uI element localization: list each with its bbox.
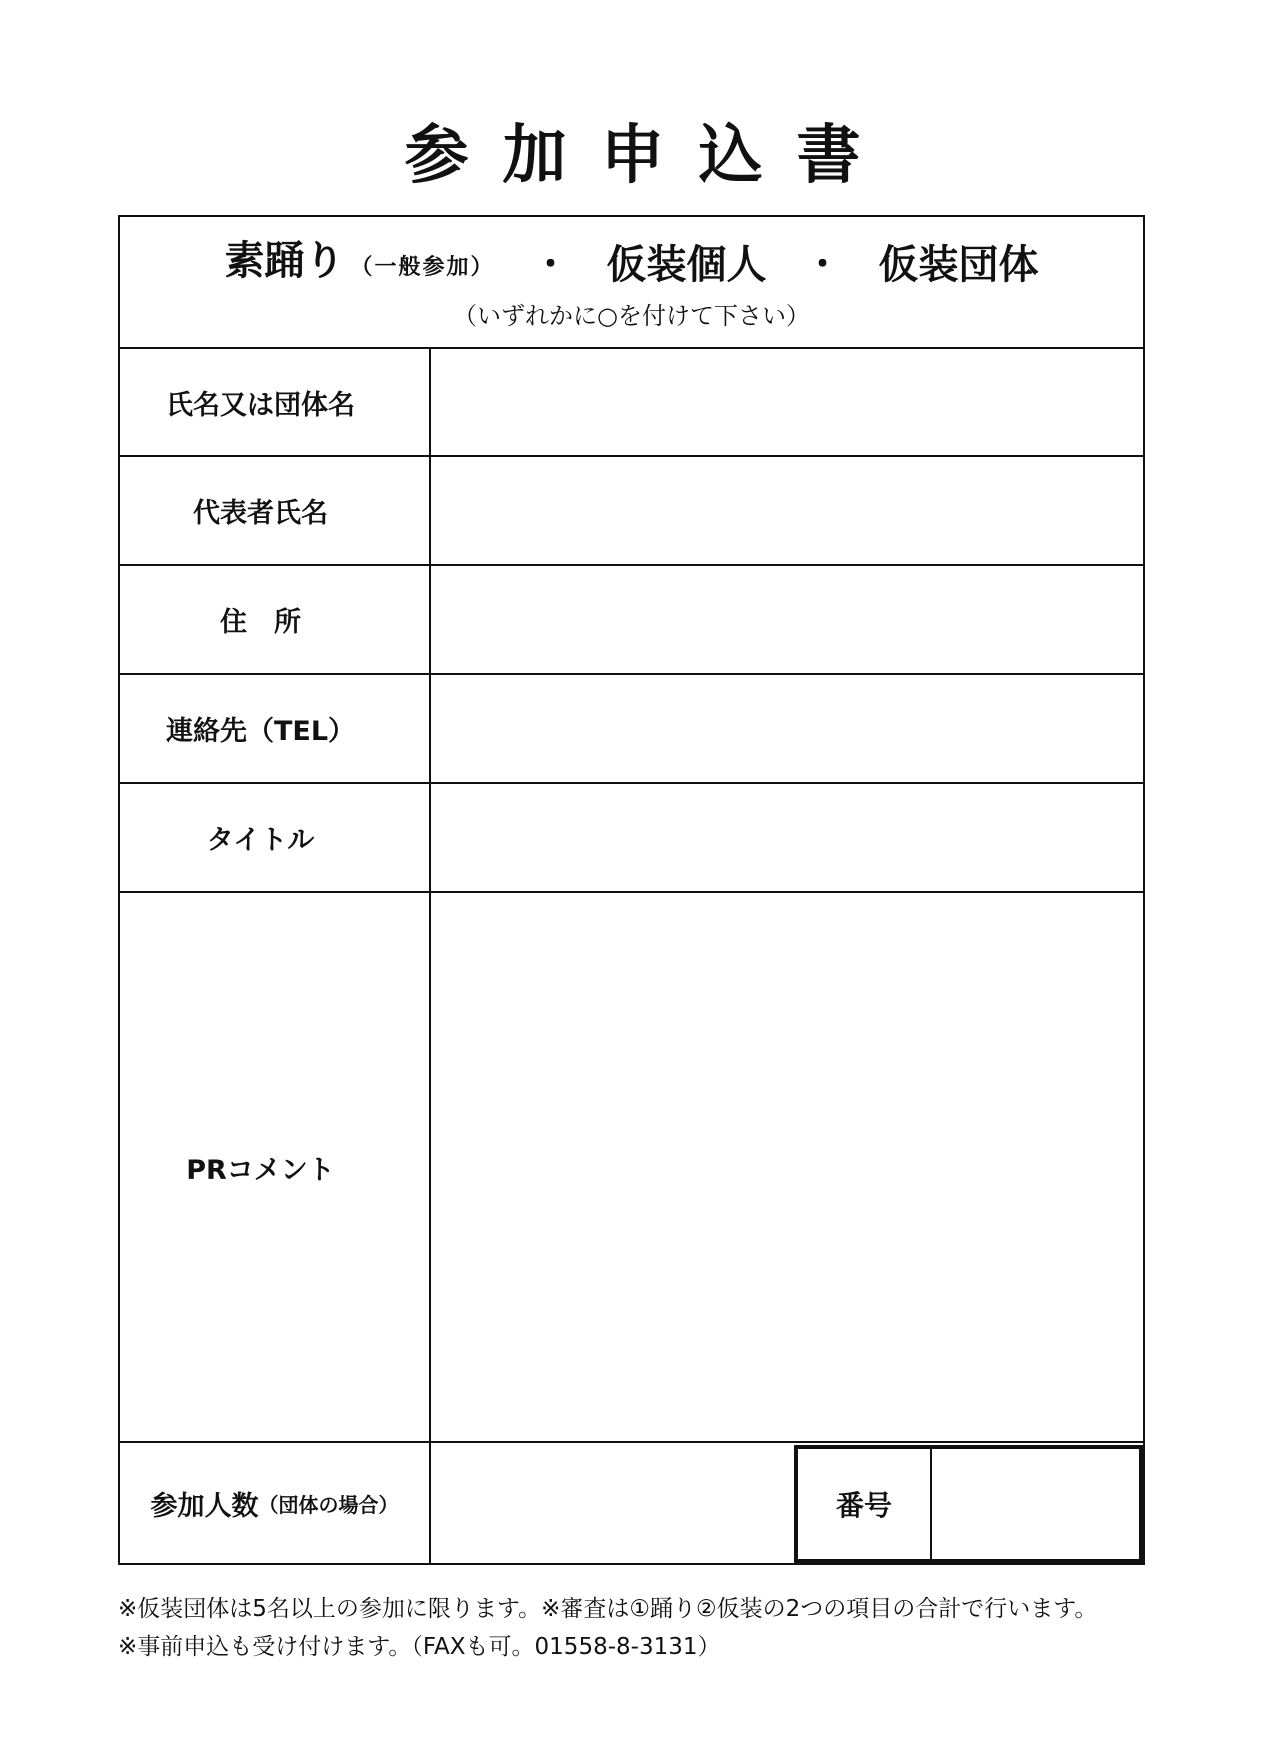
note-line: ※仮装団体は5名以上の参加に限ります。※審査は①踊り②仮装の2つの項目の合計で行います。 [118,1596,1098,1622]
application-form [118,215,1145,1565]
field-input-representative[interactable] [431,457,1143,564]
field-label-representative: 代表者氏名 [120,457,431,564]
category-option-odori[interactable] [224,235,494,294]
field-label-participants [120,1443,431,1563]
field-label-pr-comment: PRコメント [120,893,431,1441]
category-option-kaso-individual[interactable]: 仮装個人 [606,241,767,288]
field-row-participants [120,1443,1143,1563]
category-options [120,235,1143,294]
field-row-name [120,349,1143,457]
category-option-kaso-group[interactable]: 仮装団体 [878,241,1039,288]
field-row-contact [120,675,1143,784]
category-separator: ・ [804,243,841,285]
field-label-number: 番号 [798,1449,932,1559]
field-input-number[interactable] [932,1449,1139,1559]
participants-label: 参加人数 [150,1490,259,1522]
page-title: 参加申込書 [404,119,895,193]
field-row-representative [120,457,1143,566]
category-instruction: （いずれかに○を付けて下さい） [453,302,810,330]
participants-note: （団体の場合） [258,1492,399,1517]
category-row [120,217,1143,349]
field-label-contact: 連絡先（TEL） [120,675,431,782]
category-separator: ・ [532,243,569,285]
number-box [794,1445,1143,1563]
field-input-address[interactable] [431,566,1143,673]
field-row-address [120,566,1143,675]
category-option-odori-sub: （一般参加） [350,255,495,280]
field-label-address: 住 所 [120,566,431,673]
field-input-title[interactable] [431,784,1143,891]
field-label-title: タイトル [120,784,431,891]
field-input-participants[interactable] [431,1443,798,1563]
field-input-name[interactable] [431,349,1143,455]
field-input-pr-comment[interactable] [431,893,1143,1441]
field-row-pr-comment [120,893,1143,1443]
notes [118,1590,1218,1666]
note-line: ※事前申込も受け付けます。（FAXも可。01558-8-3131） [118,1634,721,1660]
field-label-name: 氏名又は団体名 [120,349,431,455]
field-row-title [120,784,1143,893]
category-option-odori-label: 素踊り [224,238,345,284]
field-input-contact[interactable] [431,675,1143,782]
